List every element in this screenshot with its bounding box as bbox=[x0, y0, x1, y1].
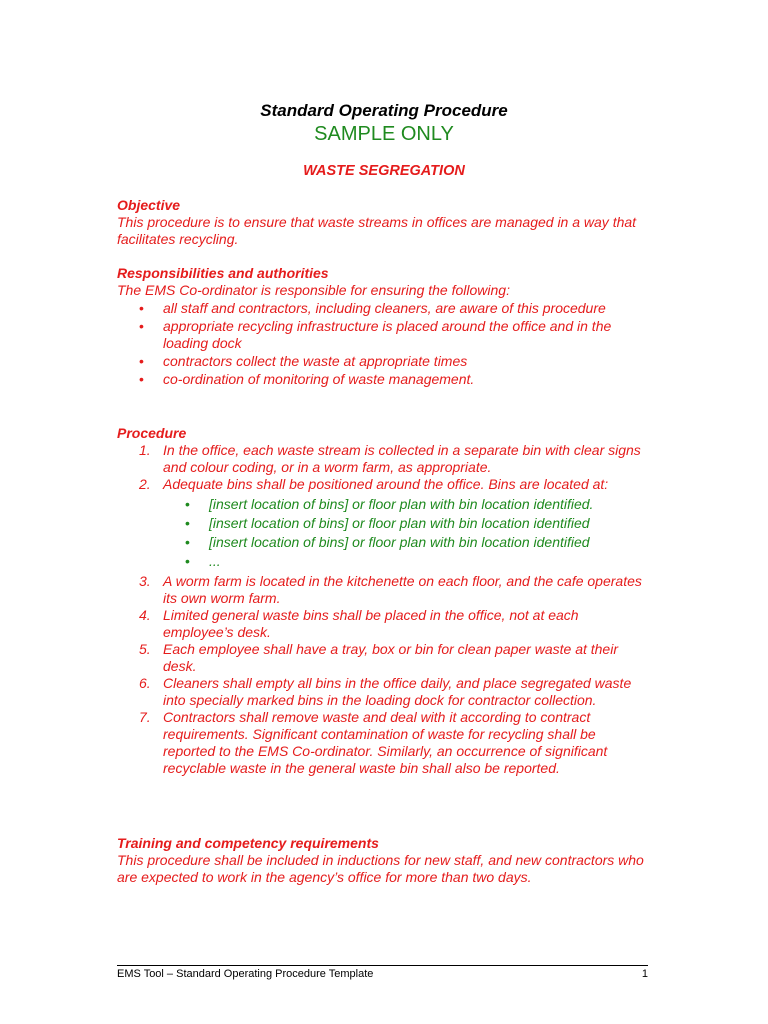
responsibilities-intro: The EMS Co-ordinator is responsible for ensuring the following: bbox=[117, 282, 510, 298]
list-item bbox=[117, 607, 647, 641]
list-item bbox=[117, 476, 647, 493]
objective-text: This procedure is to ensure that waste streams in offices are managed in a way that facilitates recycling. bbox=[117, 214, 637, 247]
list-item: • [insert location of bins] or floor plan with bin location identified. bbox=[117, 495, 647, 514]
step-number: 3. bbox=[139, 573, 151, 589]
list-item: • co-ordination of monitoring of waste management. bbox=[117, 371, 647, 388]
step-text: Adequate bins shall be positioned around the office. Bins are located at: bbox=[163, 476, 609, 492]
training-text: This procedure shall be included in inductions for new staff, and new contractors who are expected to work in the agency’s office for more than two days. bbox=[117, 852, 644, 885]
procedure-list-continued bbox=[117, 573, 647, 777]
list-item: • [insert location of bins] or floor plan with bin location identified bbox=[117, 533, 647, 552]
list-item: • appropriate recycling infrastructure is placed around the office and in the loading dock bbox=[117, 318, 647, 352]
procedure-list bbox=[117, 442, 647, 493]
footer-divider bbox=[117, 965, 648, 966]
step-text: Each employee shall have a tray, box or bin for clean paper waste at their desk. bbox=[163, 641, 618, 674]
list-item bbox=[117, 641, 647, 675]
sample-label: SAMPLE ONLY bbox=[314, 123, 454, 145]
step-text: Contractors shall remove waste and deal with it according to contract requirements. Significant contamination of waste for recycling shall be reported to the EMS Co-ordinator. Similarly, an occurrence of significant recyclable waste in the general waste bin shall also be reported. bbox=[163, 709, 608, 776]
objective-section bbox=[117, 197, 647, 248]
list-item: • ... bbox=[117, 552, 647, 571]
training-heading: Training and competency requirements bbox=[117, 835, 379, 851]
page-footer bbox=[117, 968, 648, 980]
step-number: 5. bbox=[139, 641, 151, 657]
responsibilities-list bbox=[117, 300, 647, 388]
step-number: 1. bbox=[139, 442, 151, 458]
list-item: • all staff and contractors, including cleaners, are aware of this procedure bbox=[117, 300, 647, 317]
step-text: Limited general waste bins shall be placed in the office, not at each employee’s desk. bbox=[163, 607, 579, 640]
list-item bbox=[117, 442, 647, 476]
footer-text: EMS Tool – Standard Operating Procedure Template bbox=[117, 968, 374, 980]
procedure-heading: Procedure bbox=[117, 425, 187, 441]
page-number: 1 bbox=[641, 968, 648, 980]
responsibilities-heading: Responsibilities and authorities bbox=[117, 265, 329, 281]
procedure-section bbox=[117, 425, 647, 777]
step-text: A worm farm is located in the kitchenette on each floor, and the cafe operates its own worm farm. bbox=[163, 573, 642, 606]
responsibilities-section bbox=[117, 265, 647, 388]
list-item bbox=[117, 573, 647, 607]
document-title: Standard Operating Procedure bbox=[260, 101, 508, 120]
list-item bbox=[117, 675, 647, 709]
subject-heading: WASTE SEGREGATION bbox=[303, 163, 465, 179]
list-item: • [insert location of bins] or floor plan with bin location identified bbox=[117, 514, 647, 533]
list-item: • contractors collect the waste at appropriate times bbox=[117, 353, 647, 370]
training-section bbox=[117, 835, 647, 886]
bin-location-list bbox=[117, 495, 647, 571]
step-number: 2. bbox=[139, 476, 151, 492]
objective-heading: Objective bbox=[117, 197, 181, 213]
list-item bbox=[117, 709, 647, 777]
step-number: 7. bbox=[139, 709, 151, 725]
step-number: 6. bbox=[139, 675, 151, 691]
step-text: Cleaners shall empty all bins in the office daily, and place segregated waste into specially marked bins in the loading dock for contractor collection. bbox=[163, 675, 632, 708]
step-number: 4. bbox=[139, 607, 151, 623]
step-text: In the office, each waste stream is collected in a separate bin with clear signs and colour coding, or in a worm farm, as appropriate. bbox=[163, 442, 641, 475]
